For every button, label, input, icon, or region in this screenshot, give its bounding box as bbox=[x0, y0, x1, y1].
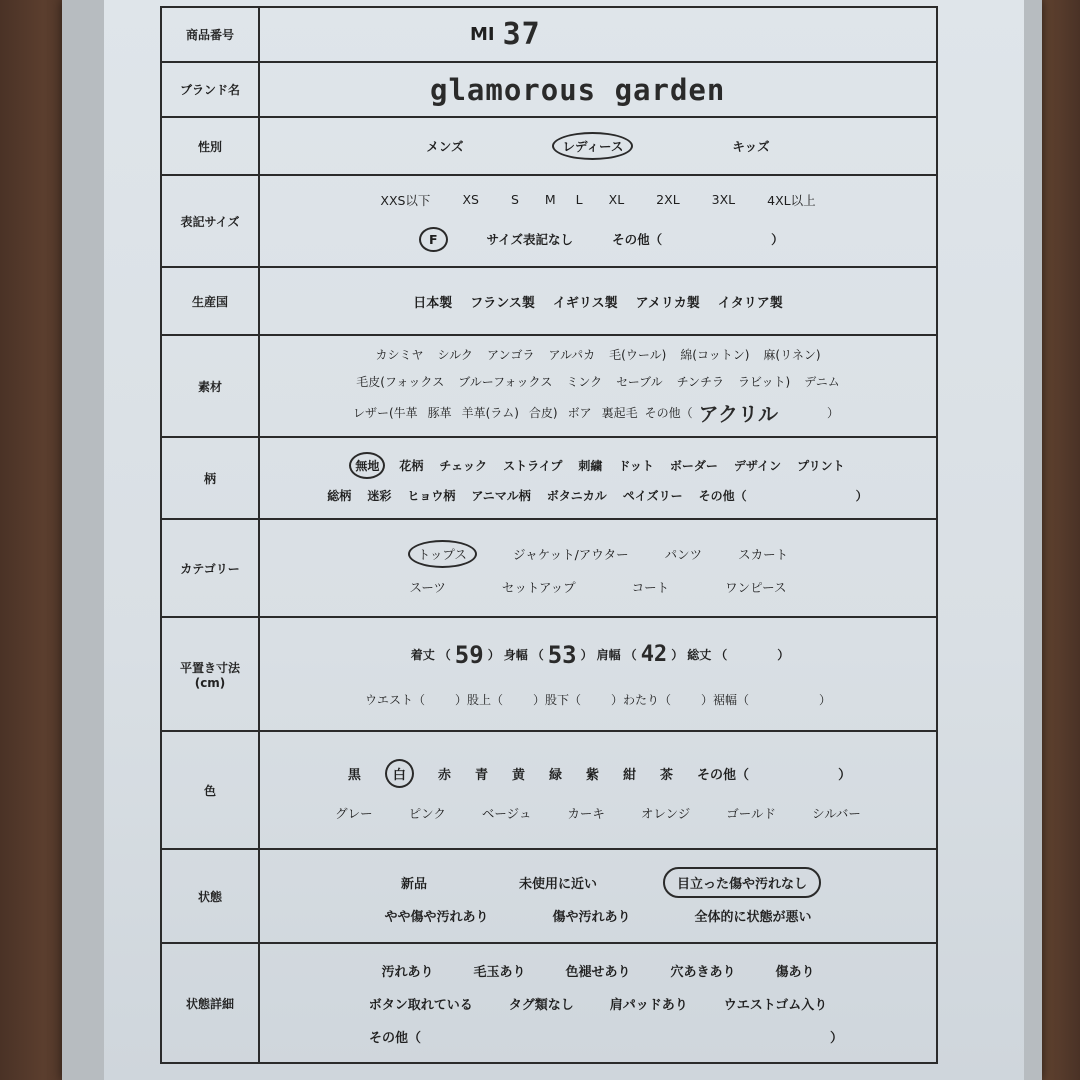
size-option: XS bbox=[462, 192, 479, 207]
detail-option: 穴あきあり bbox=[670, 964, 736, 980]
category-tops-selected: トップス bbox=[408, 540, 477, 568]
label-measure bbox=[161, 617, 259, 731]
gender-ladies-selected: レディース bbox=[552, 132, 633, 160]
label-size: 表記サイズ bbox=[161, 175, 259, 267]
category-option: ジャケット/アウター bbox=[512, 547, 629, 562]
color-option: 紫 bbox=[586, 767, 600, 783]
brand-handwritten: glamorous garden bbox=[430, 72, 726, 107]
material-option: 羊革(ラム) bbox=[461, 405, 519, 420]
label-gender: 性別 bbox=[161, 117, 259, 175]
color-other-open: その他（ bbox=[697, 767, 750, 783]
pattern-option: ストライプ bbox=[503, 459, 563, 473]
value-product-no bbox=[259, 7, 937, 62]
detail-option: 肩パッドあり bbox=[609, 997, 688, 1013]
row-pattern bbox=[161, 437, 937, 519]
value-origin bbox=[259, 267, 937, 335]
size-option: XXS以下 bbox=[380, 192, 431, 208]
origin-option: 日本製 bbox=[413, 295, 453, 311]
pattern-option: 花柄 bbox=[399, 459, 424, 473]
origin-option: アメリカ製 bbox=[635, 295, 700, 311]
detail-option: 毛玉あり bbox=[473, 964, 526, 980]
pattern-other-close: ） bbox=[855, 489, 868, 503]
label-condition: 状態 bbox=[161, 849, 259, 943]
condition-option: 新品 bbox=[400, 877, 427, 892]
value-category bbox=[259, 519, 937, 617]
color-option: 紺 bbox=[623, 767, 637, 783]
product-no-handwritten: 37 bbox=[502, 17, 541, 52]
pattern-option: ペイズリー bbox=[622, 489, 683, 503]
material-option: シルク bbox=[437, 347, 473, 362]
measure-total-label: 総丈 bbox=[687, 648, 712, 662]
material-option: アルパカ bbox=[548, 347, 596, 362]
pattern-option: 迷彩 bbox=[367, 489, 392, 503]
pattern-option: 刺繍 bbox=[578, 459, 603, 473]
detail-option: 傷あり bbox=[775, 964, 815, 980]
value-material bbox=[259, 335, 937, 437]
row-measure bbox=[161, 617, 937, 731]
condition-option: 傷や汚れあり bbox=[552, 910, 631, 925]
label-brand: ブランド名 bbox=[161, 62, 259, 117]
material-option: ラビット) bbox=[738, 374, 791, 389]
measure-thigh: ）わたり（ bbox=[611, 692, 672, 707]
pattern-option: プリント bbox=[797, 459, 845, 473]
material-other-close: ） bbox=[827, 405, 840, 420]
label-pattern: 柄 bbox=[161, 437, 259, 519]
detail-other-open: その他（ bbox=[369, 1030, 422, 1046]
row-condition bbox=[161, 849, 937, 943]
measure-hem: ）裾幅（ bbox=[701, 692, 750, 707]
label-category: カテゴリー bbox=[161, 519, 259, 617]
measure-width-value: 53 bbox=[547, 640, 577, 669]
row-category bbox=[161, 519, 937, 617]
value-measure: 着丈 （ 59 ） 身幅 （ 53 ） 肩幅 （ 42 ） 総丈 （ ） ウエスト（ ）股上（ ）股下（ ）わたり（ ）裾幅（ ） bbox=[259, 617, 937, 731]
size-option: XL bbox=[608, 192, 625, 207]
measure-inseam: ）股下（ bbox=[532, 692, 581, 707]
condition-option: 未使用に近い bbox=[518, 877, 597, 892]
material-option: アンゴラ bbox=[486, 347, 535, 362]
label-detail: 状態詳細 bbox=[161, 943, 259, 1063]
material-option: 合皮) bbox=[528, 405, 558, 420]
condition-no-damage-selected: 目立った傷や汚れなし bbox=[663, 867, 821, 898]
row-brand bbox=[161, 62, 937, 117]
size-no-label: サイズ表記なし bbox=[486, 232, 574, 247]
detail-option: ボタン取れている bbox=[368, 997, 473, 1013]
pattern-option: デザイン bbox=[733, 459, 782, 473]
measure-label-text: 平置き寸法 bbox=[179, 660, 240, 675]
material-option: 毛皮(フォックス bbox=[356, 374, 445, 389]
color-option: オレンジ bbox=[640, 805, 691, 821]
row-material bbox=[161, 335, 937, 437]
size-option: 4XL以上 bbox=[767, 192, 816, 208]
color-option: グレー bbox=[335, 805, 373, 821]
category-option: パンツ bbox=[664, 547, 703, 562]
measure-waist: ウエスト（ bbox=[364, 692, 425, 707]
pattern-other-open: その他（ bbox=[698, 489, 747, 503]
color-option: ピンク bbox=[408, 805, 446, 821]
color-option: 赤 bbox=[437, 767, 451, 783]
pattern-option: ドット bbox=[618, 459, 654, 473]
measure-shoulder-label: 肩幅 bbox=[596, 648, 621, 662]
material-option: ボア bbox=[567, 405, 592, 420]
category-option: スーツ bbox=[409, 580, 446, 595]
size-option: 2XL bbox=[656, 192, 680, 207]
measure-close: ） bbox=[819, 692, 832, 707]
pattern-option: ボーダー bbox=[669, 459, 718, 473]
value-pattern bbox=[259, 437, 937, 519]
row-detail bbox=[161, 943, 937, 1063]
material-option: 綿(コットン) bbox=[680, 347, 750, 362]
label-color: 色 bbox=[161, 731, 259, 849]
material-option: ブルーフォックス bbox=[458, 374, 553, 389]
value-brand bbox=[259, 62, 937, 117]
material-option: セーブル bbox=[616, 374, 663, 389]
color-option: ベージュ bbox=[481, 805, 532, 821]
value-size bbox=[259, 175, 937, 267]
category-option: スカート bbox=[738, 547, 789, 562]
color-white-selected: 白 bbox=[385, 759, 414, 788]
product-no-prefix: MI bbox=[470, 24, 495, 45]
size-option: M bbox=[544, 192, 556, 207]
pattern-option: アニマル柄 bbox=[471, 489, 531, 503]
color-option: 黄 bbox=[511, 767, 525, 783]
origin-option: イタリア製 bbox=[717, 295, 783, 311]
material-option: レザー(牛革 bbox=[352, 405, 418, 420]
size-option: L bbox=[575, 192, 583, 207]
category-option: セットアップ bbox=[501, 580, 576, 595]
pattern-option: ボタニカル bbox=[546, 489, 607, 503]
color-option: ゴールド bbox=[726, 805, 777, 821]
material-option: チンチラ bbox=[676, 374, 725, 389]
row-gender bbox=[161, 117, 937, 175]
row-color bbox=[161, 731, 937, 849]
measure-length-value: 59 bbox=[454, 640, 484, 669]
condition-option: やや傷や汚れあり bbox=[384, 910, 489, 925]
color-option: 緑 bbox=[548, 767, 562, 783]
material-option: ミンク bbox=[566, 374, 603, 389]
detail-option: 色褪せあり bbox=[565, 964, 631, 980]
material-option: カシミヤ bbox=[375, 347, 424, 362]
size-option: S bbox=[510, 192, 519, 207]
gender-men: メンズ bbox=[426, 139, 464, 154]
pattern-option: チェック bbox=[439, 459, 488, 473]
measure-shoulder-value: 42 bbox=[640, 642, 668, 667]
detail-option: ウエストゴム入り bbox=[723, 997, 828, 1013]
pattern-plain-selected: 無地 bbox=[349, 452, 385, 479]
size-f-selected: F bbox=[419, 227, 448, 252]
size-other-close: ） bbox=[771, 232, 784, 247]
pattern-option: ヒョウ柄 bbox=[407, 489, 456, 503]
detail-other-close: ） bbox=[830, 1030, 844, 1046]
color-other-close: ） bbox=[838, 767, 852, 783]
material-option: 裏起毛 bbox=[601, 405, 638, 420]
material-option: 麻(リネン) bbox=[763, 347, 821, 362]
pattern-option: 総柄 bbox=[327, 489, 352, 503]
measure-width-label: 身幅 bbox=[503, 648, 528, 662]
measure-rise: ）股上（ bbox=[454, 692, 503, 707]
measure-unit: (cm) bbox=[194, 675, 226, 690]
row-product-no bbox=[161, 7, 937, 62]
row-size bbox=[161, 175, 937, 267]
origin-option: イギリス製 bbox=[552, 295, 618, 311]
value-detail bbox=[259, 943, 937, 1063]
color-option: 黒 bbox=[347, 767, 361, 783]
material-other-open: その他（ bbox=[644, 405, 693, 420]
detail-option: タグ類なし bbox=[508, 997, 574, 1013]
detail-option: 汚れあり bbox=[381, 964, 434, 980]
color-option: 茶 bbox=[660, 767, 674, 783]
row-origin bbox=[161, 267, 937, 335]
category-option: コート bbox=[631, 580, 670, 595]
value-condition bbox=[259, 849, 937, 943]
condition-option: 全体的に状態が悪い bbox=[694, 910, 812, 925]
material-other-handwritten: アクリル bbox=[698, 401, 779, 426]
material-option: 豚革 bbox=[427, 405, 452, 420]
size-other-open: その他（ bbox=[612, 232, 663, 247]
value-color bbox=[259, 731, 937, 849]
category-option: ワンピース bbox=[725, 580, 787, 595]
material-option: デニム bbox=[804, 374, 840, 389]
measure-length-label: 着丈 bbox=[410, 648, 435, 662]
label-origin: 生産国 bbox=[161, 267, 259, 335]
color-option: カーキ bbox=[567, 805, 605, 821]
size-option: 3XL bbox=[711, 192, 736, 207]
label-material: 素材 bbox=[161, 335, 259, 437]
origin-option: フランス製 bbox=[470, 295, 535, 311]
color-option: シルバー bbox=[812, 805, 861, 821]
material-option: 毛(ウール) bbox=[609, 347, 667, 362]
value-gender bbox=[259, 117, 937, 175]
product-form bbox=[160, 6, 938, 1064]
color-option: 青 bbox=[474, 767, 488, 783]
label-product-no: 商品番号 bbox=[161, 7, 259, 62]
gender-kids: キッズ bbox=[732, 139, 770, 154]
